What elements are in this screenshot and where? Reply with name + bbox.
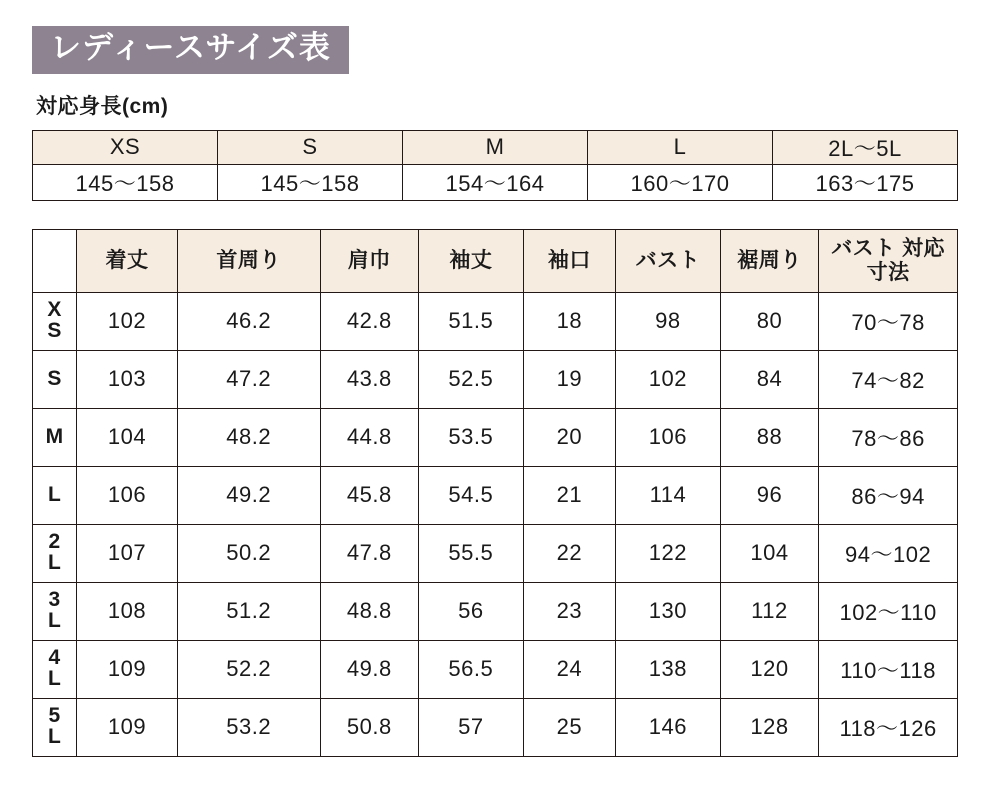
table-row-height-sizes (33, 130, 958, 164)
column-header-bust-line1: バスト (635, 248, 701, 272)
height-range-xs: 145〜158 (33, 164, 218, 200)
cell-l-susomawari: 96 (720, 466, 819, 524)
cell-5l-katahaba: 50.8 (320, 698, 419, 756)
row-header-2l (33, 524, 77, 582)
cell-2l-sodetake: 55.5 (419, 524, 524, 582)
row-header-m (33, 408, 77, 466)
height-table (32, 130, 958, 201)
cell-m-bust: 106 (616, 408, 721, 466)
table-header-row (33, 229, 958, 292)
cell-3l-kitake: 108 (77, 582, 178, 640)
row-header-5l-line2: L (47, 725, 62, 749)
cell-4l-kubimawari: 52.2 (177, 640, 320, 698)
row-header-2l-line2: L (47, 551, 62, 575)
cell-xs-bust: 98 (616, 292, 721, 350)
row-header-3l-line2: L (47, 609, 62, 633)
cell-3l-kubimawari: 51.2 (177, 582, 320, 640)
column-header-bust-taiou (819, 229, 958, 292)
column-header-sodetake-line1: 袖丈 (449, 248, 493, 272)
cell-m-sodetake: 53.5 (419, 408, 524, 466)
column-header-katahaba-line1: 肩巾 (347, 248, 391, 272)
cell-5l-kitake: 109 (77, 698, 178, 756)
column-header-bust-taiou-line2: 対応寸法 (866, 237, 946, 284)
row-header-4l-line1: 4 (48, 646, 61, 670)
height-size-l: L (588, 130, 773, 164)
cell-m-sodeguchi: 20 (523, 408, 616, 466)
cell-l-sodetake: 54.5 (419, 466, 524, 524)
row-header-m-line1: M (45, 424, 64, 448)
cell-2l-bust-taiou: 94〜102 (819, 524, 958, 582)
measurement-table (32, 229, 958, 757)
column-header-susomawari-line1: 裾周り (737, 248, 802, 272)
row-header-4l (33, 640, 77, 698)
column-header-sodetake (419, 229, 524, 292)
cell-5l-bust: 146 (616, 698, 721, 756)
column-header-bust-taiou-line1: バスト (831, 237, 896, 261)
table-row (33, 640, 958, 698)
cell-4l-kitake: 109 (77, 640, 178, 698)
row-header-xs-line1: X (47, 298, 62, 322)
table-row (33, 292, 958, 350)
cell-3l-katahaba: 48.8 (320, 582, 419, 640)
page-title: レディースサイズ表 (32, 26, 349, 74)
cell-xs-kubimawari: 46.2 (177, 292, 320, 350)
cell-3l-bust-taiou: 102〜110 (819, 582, 958, 640)
cell-2l-susomawari: 104 (720, 524, 819, 582)
height-section-label: 対応身長(cm) (36, 94, 169, 118)
cell-s-susomawari: 84 (720, 350, 819, 408)
cell-4l-bust-taiou: 110〜118 (819, 640, 958, 698)
column-header-sodeguchi (523, 229, 616, 292)
row-header-xs-line2: S (47, 319, 62, 343)
cell-l-sodeguchi: 21 (523, 466, 616, 524)
height-range-m: 154〜164 (403, 164, 588, 200)
cell-3l-susomawari: 112 (720, 582, 819, 640)
cell-l-katahaba: 45.8 (320, 466, 419, 524)
cell-s-katahaba: 43.8 (320, 350, 419, 408)
row-header-2l-line1: 2 (48, 530, 61, 554)
row-header-l-line1: L (47, 482, 62, 506)
cell-l-kubimawari: 49.2 (177, 466, 320, 524)
cell-s-bust: 102 (616, 350, 721, 408)
column-header-sodeguchi-line1: 袖口 (547, 248, 591, 272)
row-header-3l (33, 582, 77, 640)
cell-4l-susomawari: 120 (720, 640, 819, 698)
table-row (33, 466, 958, 524)
row-header-3l-line1: 3 (48, 588, 61, 612)
cell-xs-katahaba: 42.8 (320, 292, 419, 350)
corner-cell (33, 229, 77, 292)
column-header-kubimawari (177, 229, 320, 292)
cell-s-sodeguchi: 19 (523, 350, 616, 408)
cell-5l-kubimawari: 53.2 (177, 698, 320, 756)
cell-2l-kitake: 107 (77, 524, 178, 582)
cell-2l-bust: 122 (616, 524, 721, 582)
height-size-s: S (218, 130, 403, 164)
cell-3l-sodetake: 56 (419, 582, 524, 640)
cell-2l-sodeguchi: 22 (523, 524, 616, 582)
cell-4l-katahaba: 49.8 (320, 640, 419, 698)
measurement-section (32, 229, 958, 757)
cell-m-katahaba: 44.8 (320, 408, 419, 466)
cell-m-susomawari: 88 (720, 408, 819, 466)
column-header-katahaba (320, 229, 419, 292)
cell-m-kitake: 104 (77, 408, 178, 466)
cell-5l-sodeguchi: 25 (523, 698, 616, 756)
column-header-kubimawari-line1: 首周り (216, 248, 281, 272)
row-header-xs (33, 292, 77, 350)
cell-5l-susomawari: 128 (720, 698, 819, 756)
table-row (33, 408, 958, 466)
cell-4l-sodetake: 56.5 (419, 640, 524, 698)
cell-s-kitake: 103 (77, 350, 178, 408)
cell-2l-kubimawari: 50.2 (177, 524, 320, 582)
cell-2l-katahaba: 47.8 (320, 524, 419, 582)
row-header-s (33, 350, 77, 408)
column-header-bust (616, 229, 721, 292)
column-header-kitake-line1: 着丈 (105, 248, 149, 272)
cell-4l-sodeguchi: 24 (523, 640, 616, 698)
cell-xs-susomawari: 80 (720, 292, 819, 350)
cell-5l-sodetake: 57 (419, 698, 524, 756)
cell-s-kubimawari: 47.2 (177, 350, 320, 408)
cell-l-bust-taiou: 86〜94 (819, 466, 958, 524)
cell-l-bust: 114 (616, 466, 721, 524)
table-row-height-ranges (33, 164, 958, 200)
cell-l-kitake: 106 (77, 466, 178, 524)
cell-4l-bust: 138 (616, 640, 721, 698)
height-size-2l-5l: 2L〜5L (773, 130, 958, 164)
table-row (33, 582, 958, 640)
cell-xs-sodeguchi: 18 (523, 292, 616, 350)
cell-3l-sodeguchi: 23 (523, 582, 616, 640)
height-size-xs: XS (33, 130, 218, 164)
height-range-s: 145〜158 (218, 164, 403, 200)
table-row (33, 524, 958, 582)
height-range-2l-5l: 163〜175 (773, 164, 958, 200)
cell-s-sodetake: 52.5 (419, 350, 524, 408)
row-header-s-line1: S (47, 366, 62, 390)
column-header-kitake (77, 229, 178, 292)
table-row (33, 350, 958, 408)
cell-xs-kitake: 102 (77, 292, 178, 350)
row-header-5l-line1: 5 (48, 704, 61, 728)
row-header-5l (33, 698, 77, 756)
cell-3l-bust: 130 (616, 582, 721, 640)
cell-xs-sodetake: 51.5 (419, 292, 524, 350)
column-header-susomawari (720, 229, 819, 292)
cell-m-kubimawari: 48.2 (177, 408, 320, 466)
table-row (33, 698, 958, 756)
cell-m-bust-taiou: 78〜86 (819, 408, 958, 466)
row-header-l (33, 466, 77, 524)
row-header-4l-line2: L (47, 667, 62, 691)
height-size-m: M (403, 130, 588, 164)
cell-5l-bust-taiou: 118〜126 (819, 698, 958, 756)
height-range-l: 160〜170 (588, 164, 773, 200)
cell-xs-bust-taiou: 70〜78 (819, 292, 958, 350)
cell-s-bust-taiou: 74〜82 (819, 350, 958, 408)
